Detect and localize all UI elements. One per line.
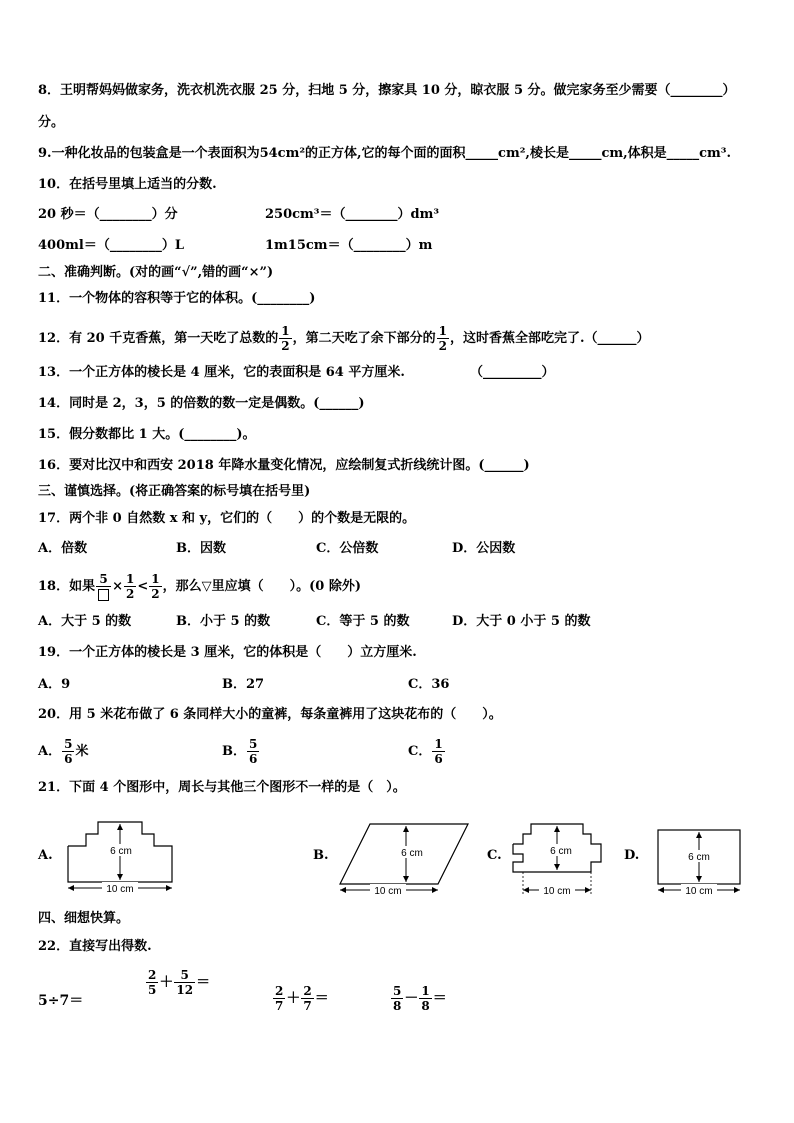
q19-stem: 19．一个正方体的棱长是 3 厘米，它的体积是（ ）立方厘米. bbox=[38, 645, 417, 660]
q21-figure-b bbox=[334, 814, 474, 894]
q8-line1: 8．王明帮妈妈做家务，洗衣机洗衣服 25 分，扫地 5 分，擦家具 10 分，晾衣服 5 分。做完家务至少需要（________） bbox=[38, 83, 736, 98]
q11-text: 11．一个物体的容积等于它的体积。(________) bbox=[38, 291, 316, 306]
q19-option-a: A．9 bbox=[38, 677, 71, 692]
q16-text: 16．要对比汉中和西安 2018 年降水量变化情况，应绘制复式折线统计图。(______) bbox=[38, 458, 530, 473]
q22-stem: 22．直接写出得数. bbox=[38, 939, 152, 954]
q21-option-b-label: B. bbox=[313, 848, 329, 863]
q17-option-d: D．公因数 bbox=[452, 541, 516, 556]
q21-option-c-label: C. bbox=[487, 848, 502, 863]
q21-option-a-label: A. bbox=[38, 848, 53, 863]
q12-fraction-2: $\frac{1}{2}$ bbox=[438, 324, 447, 353]
q17-stem: 17．两个非 0 自然数 x 和 y，它们的（ ）的个数是无限的。 bbox=[38, 511, 416, 526]
q18-option-a: A．大于 5 的数 bbox=[38, 614, 132, 629]
q21-stem: 21．下面 4 个图形中，周长与其他三个图形不一样的是（ ）。 bbox=[38, 780, 406, 795]
q21-figure-a bbox=[60, 812, 190, 898]
q21-d-height: 6 cm bbox=[688, 852, 710, 863]
q10-a: 20 秒＝（________）分 bbox=[38, 207, 178, 222]
q12-text: 12．有 20 千克香蕉，第一天吃了总数的 $\frac{1}{2}$ ，第二天吃了余下部分的 $\frac{1}{2}$ ，这时香蕉全部吃完了.（______） bbox=[38, 324, 650, 353]
q10-stem: 10．在括号里填上适当的分数. bbox=[38, 177, 217, 192]
q22-calc-1: 5÷7＝ bbox=[38, 993, 84, 1009]
q22-calc-3: $\frac{2}{7}$ ＋ $\frac{2}{7}$ ＝ bbox=[275, 984, 329, 1013]
q8-line2: 分。 bbox=[38, 115, 65, 130]
q10-d: 1m15cm＝（________）m bbox=[265, 238, 433, 253]
q18-stem: 18．如果 5 × $\frac{1}{2}$ < $\frac{1}{2}$ ，那么▽里应填（ ）。(0 除外) bbox=[38, 572, 361, 601]
q17-option-c: C．公倍数 bbox=[316, 541, 379, 556]
q20-option-b: B． $\frac{5}{6}$ bbox=[222, 737, 258, 766]
q22-calc-4: $\frac{5}{8}$ － $\frac{1}{8}$ ＝ bbox=[393, 984, 447, 1013]
q21-a-height: 6 cm bbox=[110, 846, 132, 857]
q14-text: 14．同时是 2，3，5 的倍数的数一定是偶数。(______) bbox=[38, 396, 365, 411]
q18-fraction-3: $\frac{1}{2}$ bbox=[151, 572, 160, 601]
q20-option-c: C． $\frac{1}{6}$ bbox=[408, 737, 443, 766]
q20-option-a: A． $\frac{5}{6}$ 米 bbox=[38, 737, 89, 766]
q17-option-a: A．倍数 bbox=[38, 541, 88, 556]
q21-d-width: 10 cm bbox=[685, 886, 713, 897]
q21-b-height: 6 cm bbox=[401, 848, 423, 859]
q22-calc-2: $\frac{2}{5}$ ＋ $\frac{5}{12}$ ＝ bbox=[148, 968, 211, 997]
q17-option-b: B．因数 bbox=[176, 541, 226, 556]
q21-a-width: 10 cm bbox=[106, 884, 134, 895]
q21-c-width: 10 cm bbox=[543, 886, 571, 897]
q9-text: 9.一种化妆品的包装盒是一个表面积为54cm²的正方体,它的每个面的面积_____cm²,棱长是_____cm,体积是_____cm³. bbox=[38, 146, 732, 161]
q21-b-width: 10 cm bbox=[374, 886, 402, 894]
q18-option-b: B．小于 5 的数 bbox=[176, 614, 271, 629]
q13-blank: （_________） bbox=[470, 365, 555, 380]
q12-fraction-1: $\frac{1}{2}$ bbox=[281, 324, 290, 353]
q20-stem: 20．用 5 米花布做了 6 条同样大小的童裤，每条童裤用了这块花布的（ ）。 bbox=[38, 707, 502, 722]
q21-figure-c bbox=[505, 814, 609, 900]
q19-option-c: C．36 bbox=[408, 677, 450, 692]
section-2-heading: 二、准确判断。(对的画“√”,错的画“×”) bbox=[38, 265, 274, 280]
q21-c-height: 6 cm bbox=[550, 846, 572, 857]
q21-figure-d bbox=[650, 820, 750, 898]
section-3-heading: 三、谨慎选择。(将正确答案的标号填在括号里) bbox=[38, 484, 311, 499]
q18-fraction-2: $\frac{1}{2}$ bbox=[126, 572, 135, 601]
q13-text: 13．一个正方体的棱长是 4 厘米，它的表面积是 64 平方厘米. bbox=[38, 365, 405, 380]
q10-c: 400ml＝（________）L bbox=[38, 238, 184, 253]
q18-box bbox=[98, 589, 109, 601]
q21-option-d-label: D. bbox=[624, 848, 640, 863]
q18-option-d: D．大于 0 小于 5 的数 bbox=[452, 614, 591, 629]
q19-option-b: B．27 bbox=[222, 677, 265, 692]
q15-text: 15．假分数都比 1 大。(________)。 bbox=[38, 427, 256, 442]
q18-fraction-1: 5 bbox=[96, 572, 111, 601]
q10-b: 250cm³＝（________）dm³ bbox=[265, 207, 440, 222]
q18-option-c: C．等于 5 的数 bbox=[316, 614, 410, 629]
section-4-heading: 四、细想快算。 bbox=[38, 911, 130, 926]
